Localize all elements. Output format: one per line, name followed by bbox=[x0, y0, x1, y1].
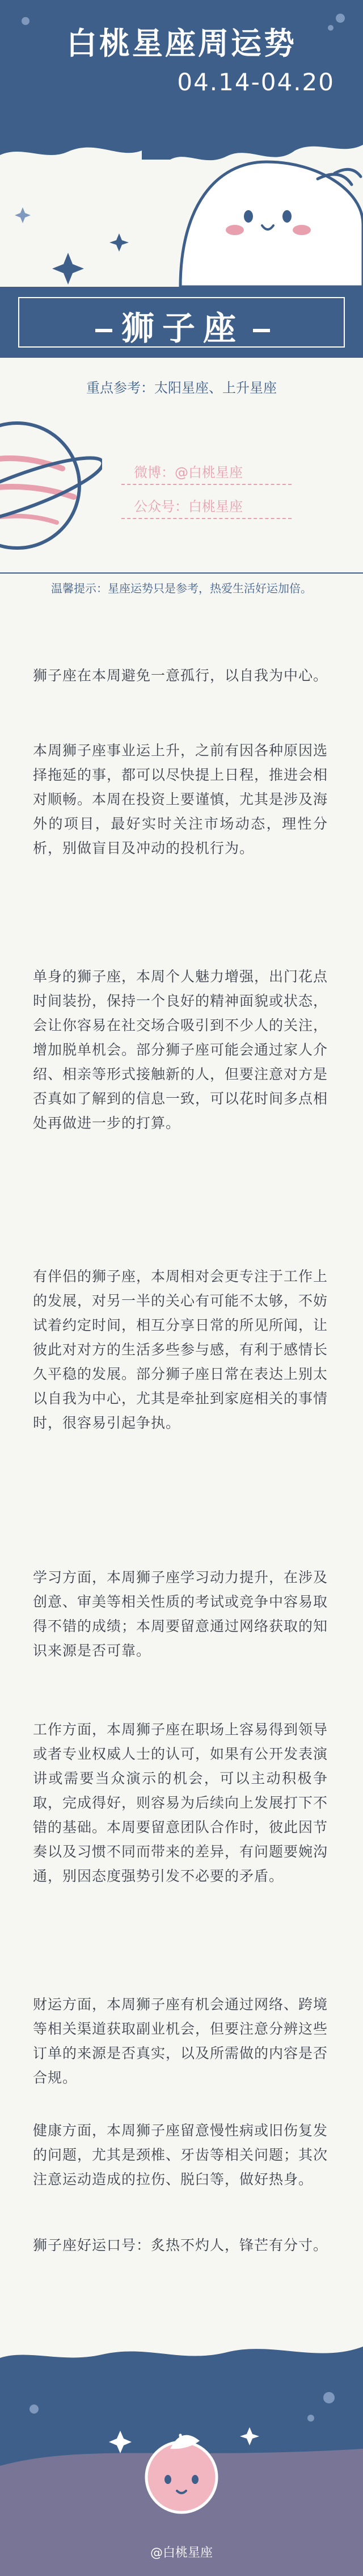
divider bbox=[121, 484, 292, 485]
peach-icon bbox=[146, 2435, 217, 2512]
sign-name: 狮子座 bbox=[121, 309, 244, 348]
paragraph-work: 工作方面，本周狮子座在职场上容易得到领导或者专业权威人士的认可，如果有公开发表演讲或需要当众演示的机会，可以主动积极争取，完成得好，则容易为后续向上发展打下不错的基础。本周要留意团队合作时，彼此因节奏以及习惯不同而带来的差异，有问题要婉沟通，别因态度强势引发不必要的矛盾。 bbox=[33, 1721, 328, 1884]
planet-icon bbox=[0, 400, 102, 571]
tip-divider bbox=[0, 572, 363, 574]
dash-decor bbox=[95, 329, 112, 332]
paragraph-career: 本周狮子座事业运上升，之前有因各种原因选择拖延的事，都可以尽快提上日程，推进会相对顺畅。本周在投资上要谨慎，尤其是涉及海外的项目，最好实时关注市场动态，理性分析，别做盲目及冲动的投机行为。 bbox=[33, 742, 328, 856]
paragraph-slogan: 狮子座好运口号：炙热不灼人，锋芒有分寸。 bbox=[33, 2237, 328, 2253]
paragraph-single-love: 单身的狮子座，本周个人魅力增强，出门花点时间装扮，保持一个良好的精神面貌或状态，会让你容易在社交场合吸引到不少人的关注，增加脱单机会。部分狮子座可能会通过家人介绍、相亲等形式接触新的人，但要注意对方是否真如了解到的信息一致，可以花时间多点相处再做进一步的打算。 bbox=[33, 968, 328, 1131]
footer-brand: @白桃星座 bbox=[150, 2546, 213, 2560]
paragraph-intro: 狮子座在本周避免一意孤行，以自我为中心。 bbox=[33, 667, 328, 684]
cloud-band bbox=[0, 122, 363, 287]
weibo-handle: 微博：@白桃星座 bbox=[134, 465, 243, 480]
page-title: 白桃星座周运势 bbox=[66, 26, 297, 61]
reference-note: 重点参考：太阳星座、上升星座 bbox=[86, 380, 277, 396]
sign-title bbox=[19, 302, 346, 349]
cloud-mascot-icon bbox=[0, 122, 363, 287]
footer bbox=[0, 2324, 363, 2576]
paragraph-finance: 财运方面，本周狮子座有机会通过网络、跨境等相关渠道获取副业机会，但要注意分辨这些订单的来源是否真实，以及所需做的内容是否合规。 bbox=[33, 1996, 328, 2086]
divider bbox=[121, 518, 292, 519]
paragraph-health: 健康方面，本周狮子座留意慢性病或旧伤复发的问题，尤其是颈椎、牙齿等相关问题；其次注意运动造成的拉伤、脱臼等，做好热身。 bbox=[33, 2122, 328, 2188]
footer-art bbox=[0, 2324, 363, 2576]
wechat-account: 公众号：白桃星座 bbox=[134, 499, 243, 515]
paragraph-study: 学习方面，本周狮子座学习动力提升，在涉及创意、审美等相关性质的考试或竞争中容易取得不错的成绩；本周要留意通过网络获取的知识来源是否可靠。 bbox=[33, 1569, 328, 1659]
sign-banner bbox=[0, 287, 363, 358]
date-range: 04.14-04.20 bbox=[177, 68, 335, 96]
dash-decor bbox=[253, 329, 270, 332]
sign-frame bbox=[18, 297, 345, 348]
paragraph-couple-love: 有伴侣的狮子座，本周相对会更专注于工作上的发展，对另一半的关心有可能不太够，不妨试着约定时间，相互分享日常的所见所闻，让彼此对对方的生活多些参与感，有利于感情长久平稳的发展。部分狮子座日常在表达上别太以自我为中心，尤其是牵扯到家庭相关的事情时，很容易引起争执。 bbox=[33, 1268, 328, 1431]
tip-text: 温馨提示：星座运势只是参考，热爱生活好运加倍。 bbox=[51, 582, 312, 595]
header-banner bbox=[0, 0, 363, 131]
